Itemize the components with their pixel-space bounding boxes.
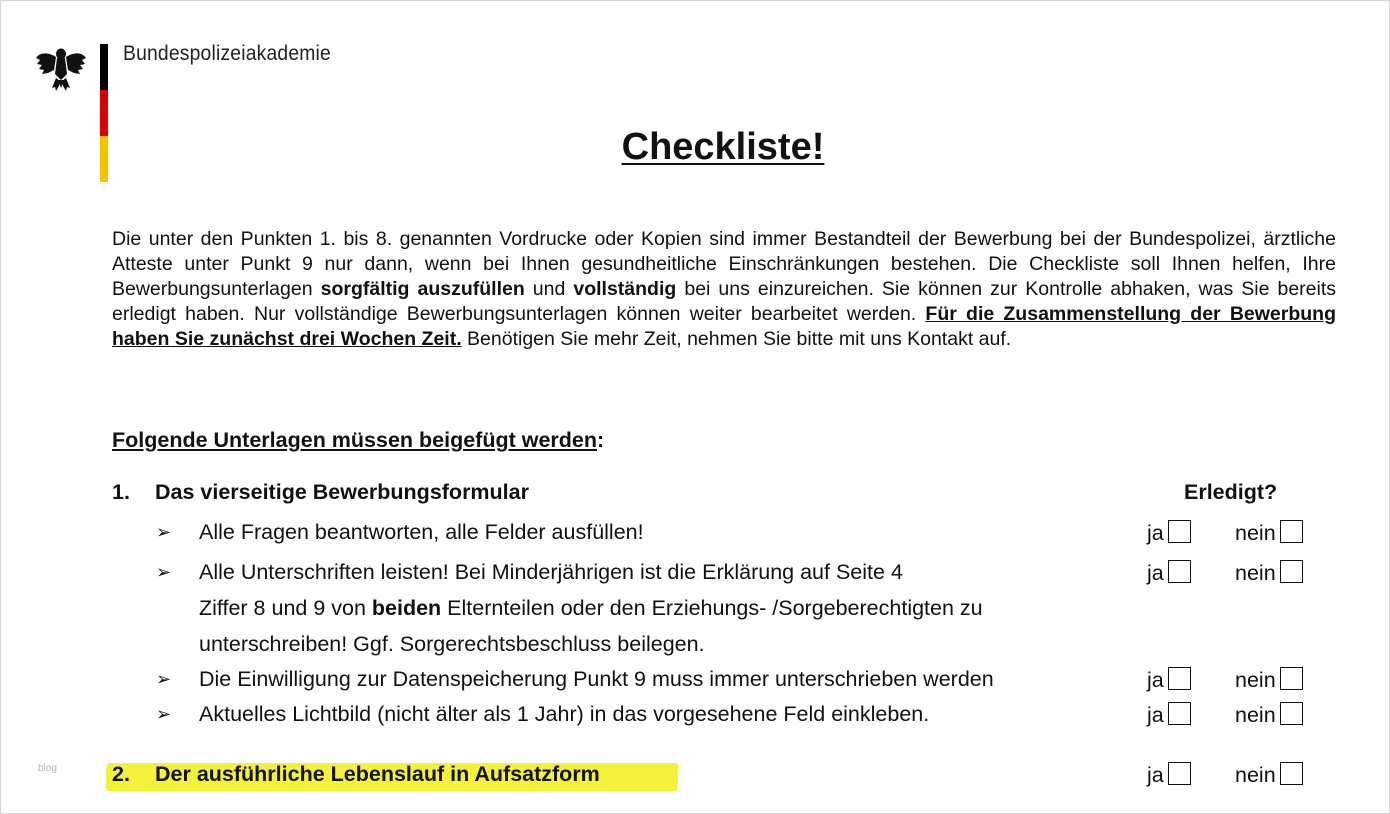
yes-checkbox[interactable]: [1168, 762, 1191, 785]
flag-black: [100, 44, 108, 90]
no-checkbox[interactable]: [1280, 560, 1303, 583]
done-column-label: Erledigt?: [1184, 480, 1278, 504]
yes-checkbox[interactable]: [1168, 560, 1191, 583]
federal-eagle-icon: [34, 40, 88, 94]
yes-label: ja: [1147, 561, 1164, 585]
item-1-title: Das vierseitige Bewerbungsformular: [155, 480, 529, 504]
intro-text-1: Die unter den Punkten 1. bis 8. genannten Vordrucke oder Kopien sind immer Bestandteil der Bewerbung bei der Bundespolizei, ärztliche Atteste unter Punkt 9 nur dann, wenn bei Ihnen gesundheitliche Einschränkungen bestehen. Die Checkliste soll Ihnen helfen, Ihre Bewerbungsunterlagen: [112, 228, 1336, 300]
watermark: blog: [38, 763, 57, 774]
section-heading-colon: :: [597, 428, 605, 452]
page-title: Checkliste!: [621, 126, 825, 168]
intro-text-3: bei uns einzureichen. Sie können zur Kontrolle abhaken, was Sie bereits erledigt haben. Nur vollständige Bewerbungsunterlagen können weiter bearbeitet werden.: [112, 278, 1337, 325]
no-label: nein: [1235, 763, 1276, 787]
sub2-line-1: Alle Unterschriften leisten! Bei Minderjährigen ist die Erklärung auf Seite 4: [199, 560, 903, 584]
section-heading-text: Folgende Unterlagen müssen beigefügt werden: [112, 428, 598, 452]
intro-bold-2: vollständig: [573, 278, 677, 300]
intro-underlined: Für die Zusammenstellung der Bewerbung haben Sie zunächst drei Wochen Zeit.: [112, 303, 1337, 350]
arrow-bullet-icon: ➢: [156, 669, 172, 689]
sub2-line-2b: Elternteilen oder den Erziehungs- /Sorgeberechtigten zu: [441, 596, 983, 620]
checklist-item-text: [199, 554, 983, 662]
yes-option: [1147, 762, 1191, 788]
no-checkbox[interactable]: [1280, 702, 1303, 725]
section-heading: [112, 428, 604, 453]
no-checkbox[interactable]: [1280, 667, 1303, 690]
no-option: [1235, 667, 1303, 693]
yes-option: [1147, 520, 1191, 546]
intro-paragraph: [112, 227, 1336, 352]
checklist-item-text: Alle Fragen beantworten, alle Felder ausfüllen!: [199, 520, 644, 544]
no-option: [1235, 762, 1303, 788]
sub2-bold: beiden: [371, 596, 442, 620]
no-option: [1235, 560, 1303, 586]
no-label: nein: [1235, 668, 1276, 692]
arrow-bullet-icon: ➢: [156, 562, 172, 582]
checklist-item-text: Die Einwilligung zur Datenspeicherung Punkt 9 muss immer unterschrieben werden: [199, 667, 994, 691]
organization-name: Bundespolizeiakademie: [123, 42, 331, 65]
no-label: nein: [1235, 521, 1276, 545]
yes-label: ja: [1147, 703, 1164, 727]
no-checkbox[interactable]: [1280, 762, 1303, 785]
no-option: [1235, 520, 1303, 546]
intro-bold-1: sorgfältig auszufüllen: [320, 278, 525, 300]
yes-label: ja: [1147, 763, 1164, 787]
no-label: nein: [1235, 561, 1276, 585]
no-checkbox[interactable]: [1280, 520, 1303, 543]
yes-option: [1147, 667, 1191, 693]
intro-text-2: und: [524, 278, 574, 300]
item-2-number: 2.: [112, 762, 130, 786]
yes-checkbox[interactable]: [1168, 702, 1191, 725]
sub2-line-3: unterschreiben! Ggf. Sorgerechtsbeschluss beilegen.: [199, 632, 705, 656]
item-2-title: Der ausführliche Lebenslauf in Aufsatzform: [155, 762, 600, 786]
arrow-bullet-icon: ➢: [156, 522, 172, 542]
intro-text-4: Benötigen Sie mehr Zeit, nehmen Sie bitte mit uns Kontakt auf.: [461, 328, 1012, 350]
yes-label: ja: [1147, 668, 1164, 692]
sub2-line-2a: Ziffer 8 und 9 von: [199, 596, 372, 620]
no-label: nein: [1235, 703, 1276, 727]
yes-checkbox[interactable]: [1168, 520, 1191, 543]
no-option: [1235, 702, 1303, 728]
yes-option: [1147, 560, 1191, 586]
checklist-item-text: Aktuelles Lichtbild (nicht älter als 1 Jahr) in das vorgesehene Feld einkleben.: [199, 702, 930, 726]
yes-checkbox[interactable]: [1168, 667, 1191, 690]
yes-label: ja: [1147, 521, 1164, 545]
item-1-number: 1.: [112, 480, 130, 504]
arrow-bullet-icon: ➢: [156, 704, 172, 724]
yes-option: [1147, 702, 1191, 728]
